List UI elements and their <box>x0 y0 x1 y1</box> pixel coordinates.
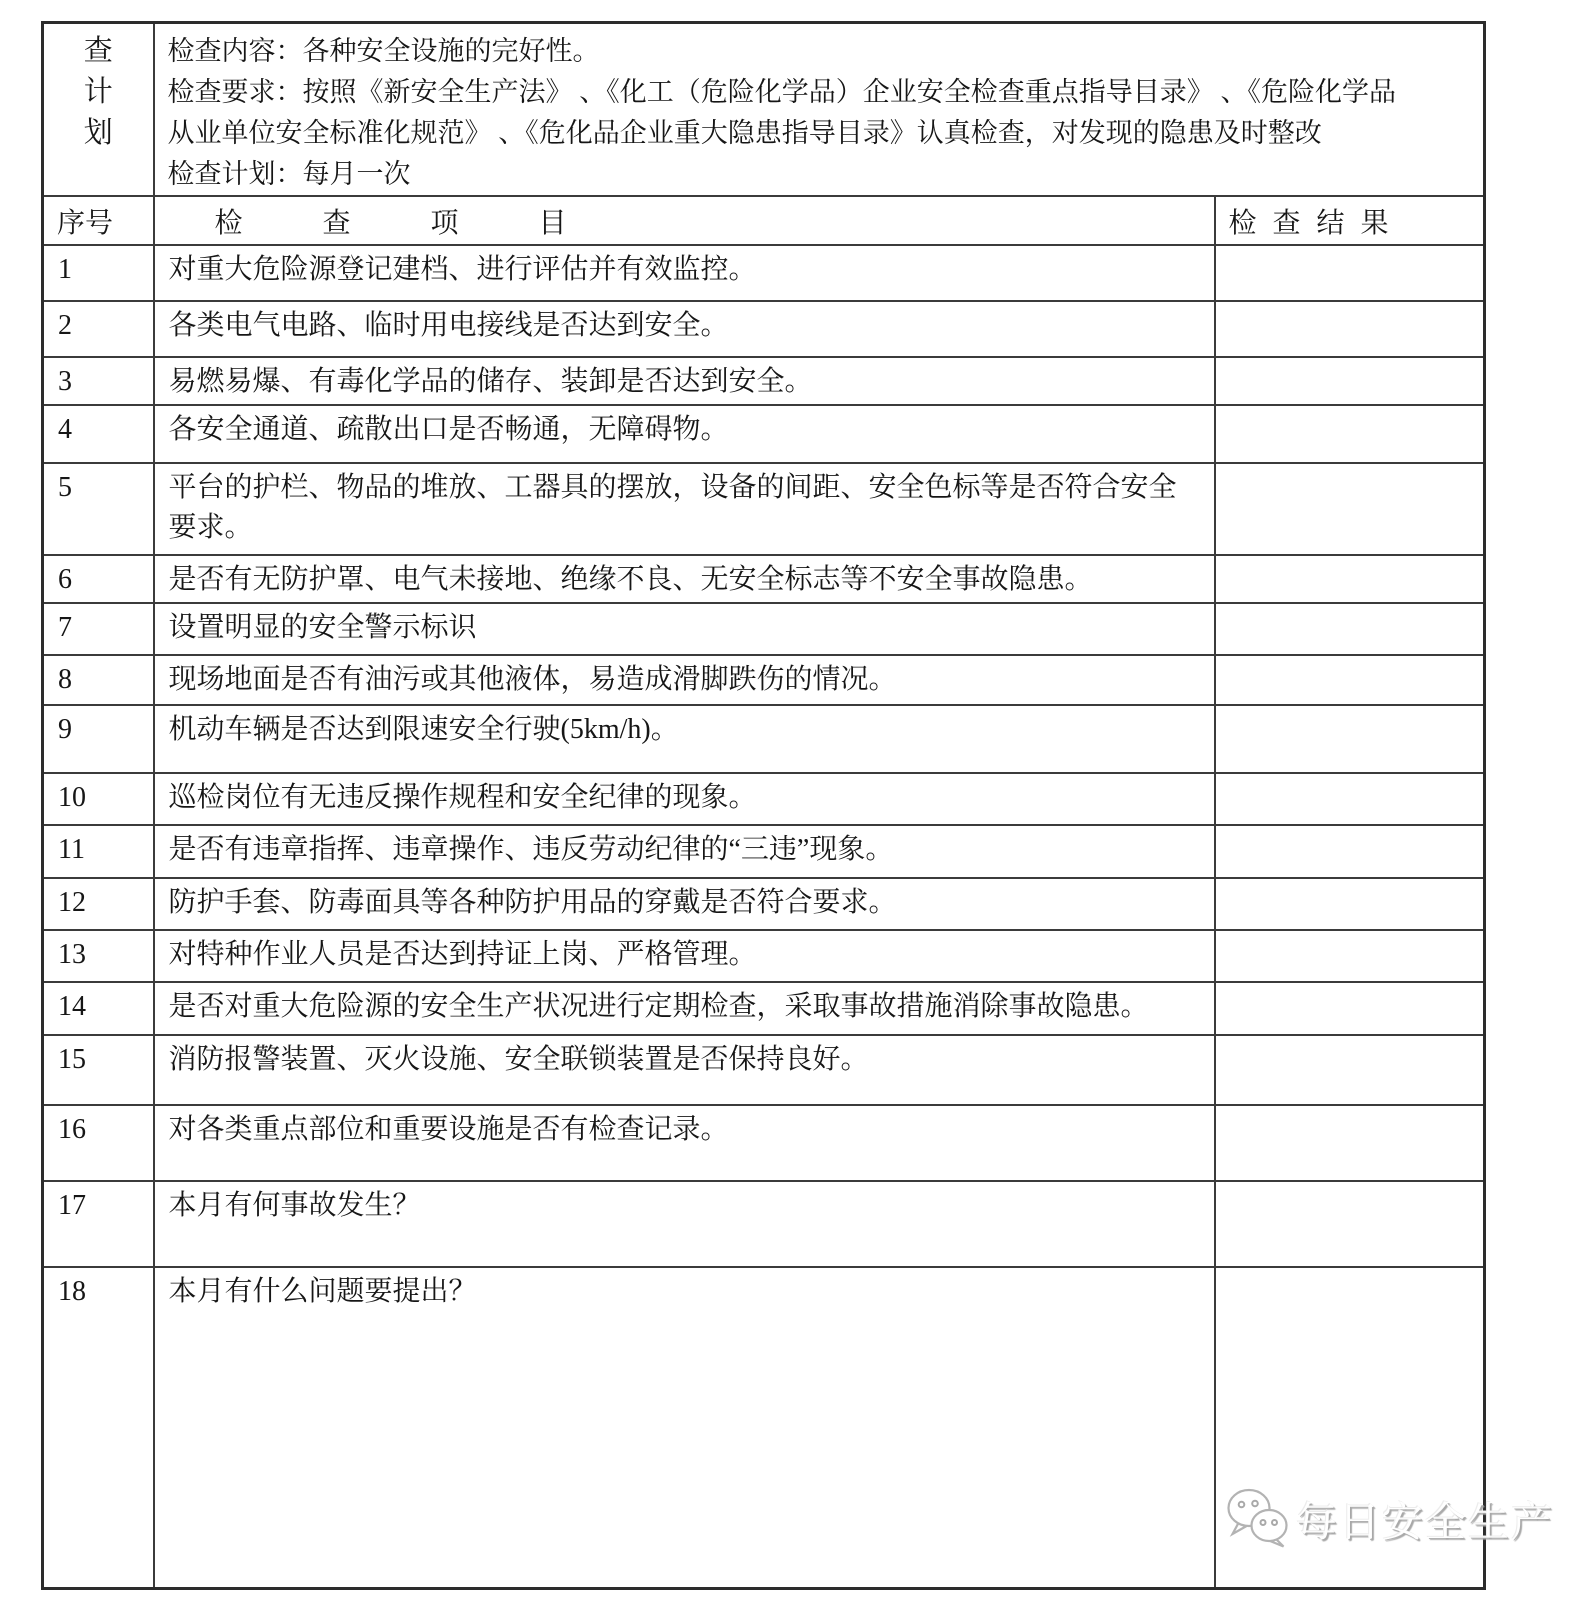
row-item-text: 消防报警装置、灭火设施、安全联锁装置是否保持良好。 <box>154 1035 1215 1105</box>
table-row <box>43 301 1485 357</box>
row-number: 15 <box>43 1035 154 1105</box>
row-number: 2 <box>43 301 154 357</box>
row-item-text: 是否有无防护罩、电气未接地、绝缘不良、无安全标志等不安全事故隐患。 <box>154 555 1215 603</box>
row-number: 17 <box>43 1181 154 1267</box>
plan-label-char: 查 <box>83 35 113 67</box>
row-item-text: 对重大危险源登记建档、进行评估并有效监控。 <box>154 245 1215 301</box>
inspection-table <box>41 21 1486 1590</box>
table-row <box>43 357 1485 405</box>
row-result-cell <box>1215 705 1485 773</box>
row-result-cell <box>1215 1181 1485 1267</box>
table-row <box>43 1035 1485 1105</box>
row-number: 5 <box>43 463 154 555</box>
plan-line: 检查内容：各种安全设施的完好性。 <box>167 36 600 66</box>
row-item-text: 各类电气电路、临时用电接线是否达到安全。 <box>154 301 1215 357</box>
row-result-cell <box>1215 1105 1485 1181</box>
wechat-icon <box>1226 1488 1290 1548</box>
table-row <box>43 825 1485 878</box>
table-row <box>43 878 1485 930</box>
row-item-text: 本月有何事故发生？ <box>154 1181 1215 1267</box>
row-result-cell <box>1215 357 1485 405</box>
row-result-cell <box>1215 463 1485 555</box>
row-number: 1 <box>43 245 154 301</box>
plan-label-char: 划 <box>83 117 113 149</box>
watermark <box>1226 1488 1554 1548</box>
table-row <box>43 245 1485 301</box>
plan-line: 从业单位安全标准化规范》 、《危化品企业重大隐患指导目录》认真检查，对发现的隐患及时整改 <box>167 118 1322 148</box>
row-number: 11 <box>43 825 154 878</box>
row-number: 18 <box>43 1267 154 1588</box>
row-item-text: 机动车辆是否达到限速安全行驶(5km/h)。 <box>154 705 1215 773</box>
header-item-cell: 检查项目 <box>154 196 1215 245</box>
row-result-cell <box>1215 878 1485 930</box>
row-item-text: 现场地面是否有油污或其他液体，易造成滑脚跌伤的情况。 <box>154 655 1215 705</box>
header-no-cell: 序号 <box>43 196 154 245</box>
row-item-text: 对各类重点部位和重要设施是否有检查记录。 <box>154 1105 1215 1181</box>
row-item-text: 防护手套、防毒面具等各种防护用品的穿戴是否符合要求。 <box>154 878 1215 930</box>
plan-label-cell <box>43 23 154 197</box>
row-item-text: 设置明显的安全警示标识 <box>154 603 1215 655</box>
row-number: 3 <box>43 357 154 405</box>
row-item-text: 对特种作业人员是否达到持证上岗、严格管理。 <box>154 930 1215 982</box>
row-result-cell <box>1215 825 1485 878</box>
table-row <box>43 655 1485 705</box>
row-result-cell <box>1215 555 1485 603</box>
row-result-cell <box>1215 982 1485 1035</box>
row-result-cell <box>1215 301 1485 357</box>
row-result-cell <box>1215 1035 1485 1105</box>
plan-line: 检查要求：按照《新安全生产法》 、《化工（危险化学品）企业安全检查重点指导目录》 、《危险化学品 <box>167 77 1396 107</box>
row-item-text: 易燃易爆、有毒化学品的储存、装卸是否达到安全。 <box>154 357 1215 405</box>
table-row <box>43 603 1485 655</box>
table-row <box>43 930 1485 982</box>
row-number: 9 <box>43 705 154 773</box>
plan-label-char: 计 <box>83 76 113 108</box>
row-item-text: 是否有违章指挥、违章操作、违反劳动纪律的“三违”现象。 <box>154 825 1215 878</box>
plan-content-cell <box>154 23 1485 197</box>
row-result-cell <box>1215 405 1485 463</box>
table-row <box>43 982 1485 1035</box>
row-result-cell <box>1215 655 1485 705</box>
row-number: 13 <box>43 930 154 982</box>
row-result-cell <box>1215 603 1485 655</box>
plan-line: 检查计划：每月一次 <box>167 159 411 189</box>
row-item-text: 是否对重大危险源的安全生产状况进行定期检查，采取事故措施消除事故隐患。 <box>154 982 1215 1035</box>
row-result-cell <box>1215 930 1485 982</box>
row-number: 12 <box>43 878 154 930</box>
table-row <box>43 1105 1485 1181</box>
table-row <box>43 705 1485 773</box>
row-number: 8 <box>43 655 154 705</box>
table-row <box>43 773 1485 825</box>
watermark-text: 每日安全生产 <box>1296 1498 1554 1545</box>
table-row <box>43 463 1485 555</box>
row-item-text: 本月有什么问题要提出？ <box>154 1267 1215 1588</box>
row-number: 14 <box>43 982 154 1035</box>
row-item-text: 巡检岗位有无违反操作规程和安全纪律的现象。 <box>154 773 1215 825</box>
row-number: 6 <box>43 555 154 603</box>
header-result-cell: 检查结果 <box>1215 196 1485 245</box>
row-number: 16 <box>43 1105 154 1181</box>
row-result-cell <box>1215 773 1485 825</box>
row-result-cell <box>1215 245 1485 301</box>
table-row <box>43 555 1485 603</box>
row-number: 10 <box>43 773 154 825</box>
plan-row <box>43 23 1485 197</box>
table-row <box>43 405 1485 463</box>
row-item-text: 平台的护栏、物品的堆放、工器具的摆放，设备的间距、安全色标等是否符合安全要求。 <box>154 463 1215 555</box>
row-item-text: 各安全通道、疏散出口是否畅通，无障碍物。 <box>154 405 1215 463</box>
row-number: 4 <box>43 405 154 463</box>
table-header-row <box>43 196 1485 245</box>
table-row <box>43 1181 1485 1267</box>
row-number: 7 <box>43 603 154 655</box>
